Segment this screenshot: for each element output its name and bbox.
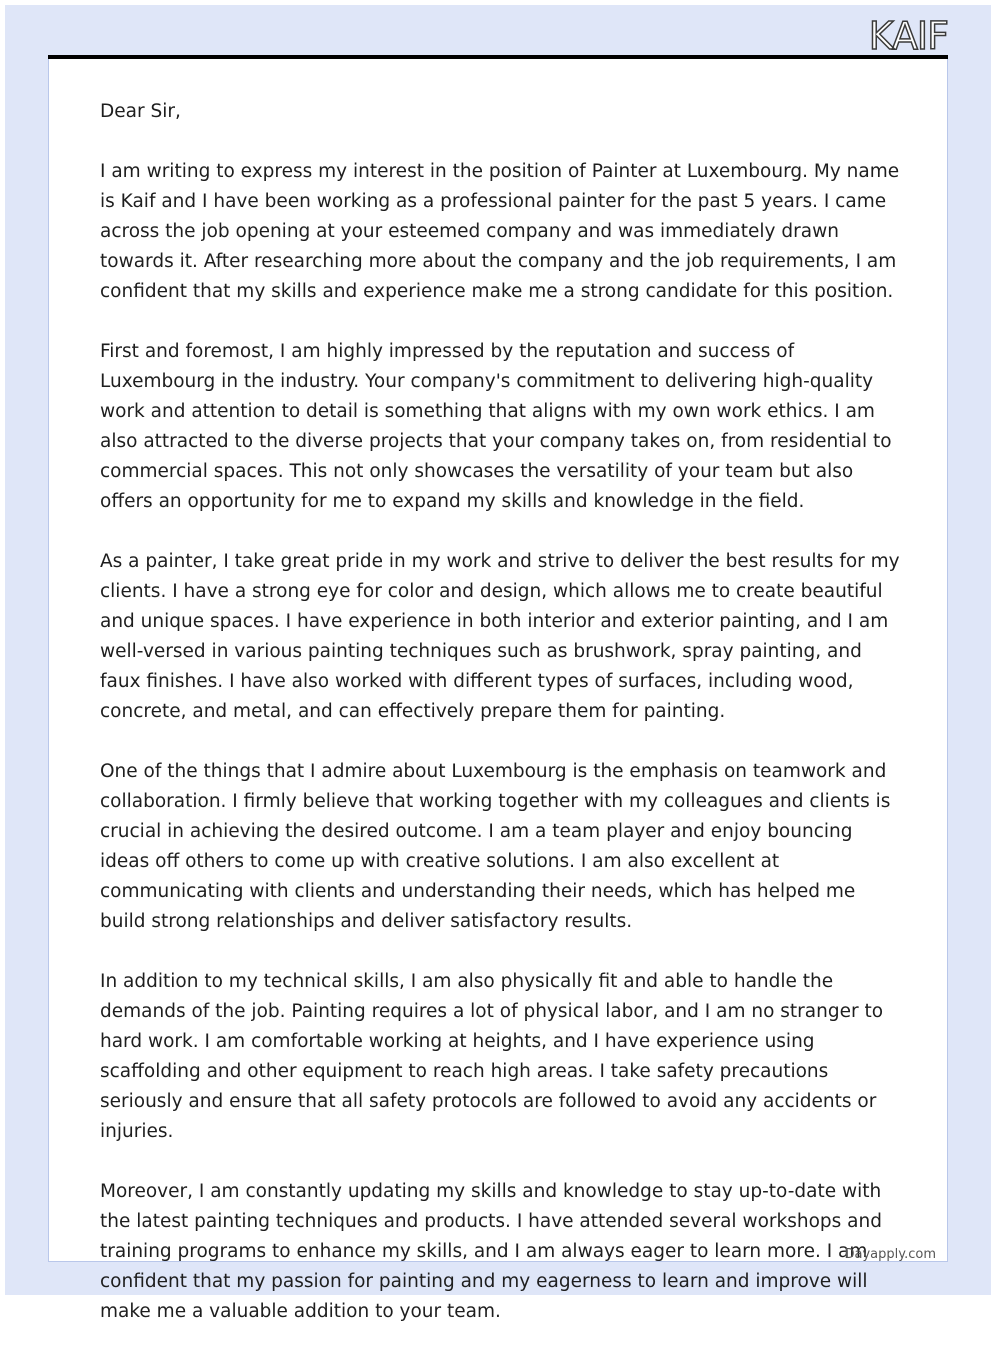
- paragraph: I am writing to express my interest in the position of Painter at Luxembourg. My name is Kaif and I have been working as a professional painter for the past 5 years. I came across the job opening at your esteemed company and was immediately drawn towards it. After researching more about the company and the job requirements, I am confident that my skills and experience make me a strong candidate for this position.: [100, 161, 900, 302]
- salutation: Dear Sir,: [100, 101, 181, 122]
- name-logo: KAIF: [868, 14, 948, 58]
- paragraph: Moreover, I am constantly updating my skills and knowledge to stay up-to-date with the latest painting techniques and products. I have attended several workshops and training programs to enhance my skills, and I am always eager to learn more. I am confident that my passion for painting and my eagerness to learn and improve will make me a valuable addition to your team.: [100, 1181, 882, 1322]
- letter-body: [100, 97, 900, 1357]
- paragraph: In addition to my technical skills, I am also physically fit and able to handle the demands of the job. Painting requires a lot of physical labor, and I am no stranger to hard work. I am comfortable working at heights, and I have experience using scaffolding and other equipment to reach high areas. I take safety precautions seriously and ensure that all safety protocols are followed to avoid any accidents or injuries.: [100, 971, 884, 1142]
- site-watermark: Dayapply.com: [844, 1247, 936, 1262]
- paragraph: First and foremost, I am highly impressed by the reputation and success of Luxembourg in the industry. Your company's commitment to delivering high-quality work and attention to detail is something that aligns with my own work ethics. I am also attracted to the diverse projects that your company takes on, from residential to commercial spaces. This not only showcases the versatility of your team but also offers an opportunity for me to expand my skills and knowledge in the field.: [100, 341, 892, 512]
- header-rule: [48, 55, 948, 59]
- paragraph: One of the things that I admire about Luxembourg is the emphasis on teamwork and collaboration. I firmly believe that working together with my colleagues and clients is crucial in achieving the desired outcome. I am a team player and enjoy bouncing ideas off others to come up with creative solutions. I am also excellent at communicating with clients and understanding their needs, which has helped me build strong relationships and deliver satisfactory results.: [100, 761, 891, 932]
- paragraph: As a painter, I take great pride in my work and strive to deliver the best results for my clients. I have a strong eye for color and design, which allows me to create beautiful and unique spaces. I have experience in both interior and exterior painting, and I am well-versed in various painting techniques such as brushwork, spray painting, and faux finishes. I have also worked with different types of surfaces, including wood, concrete, and metal, and can effectively prepare them for painting.: [100, 551, 900, 722]
